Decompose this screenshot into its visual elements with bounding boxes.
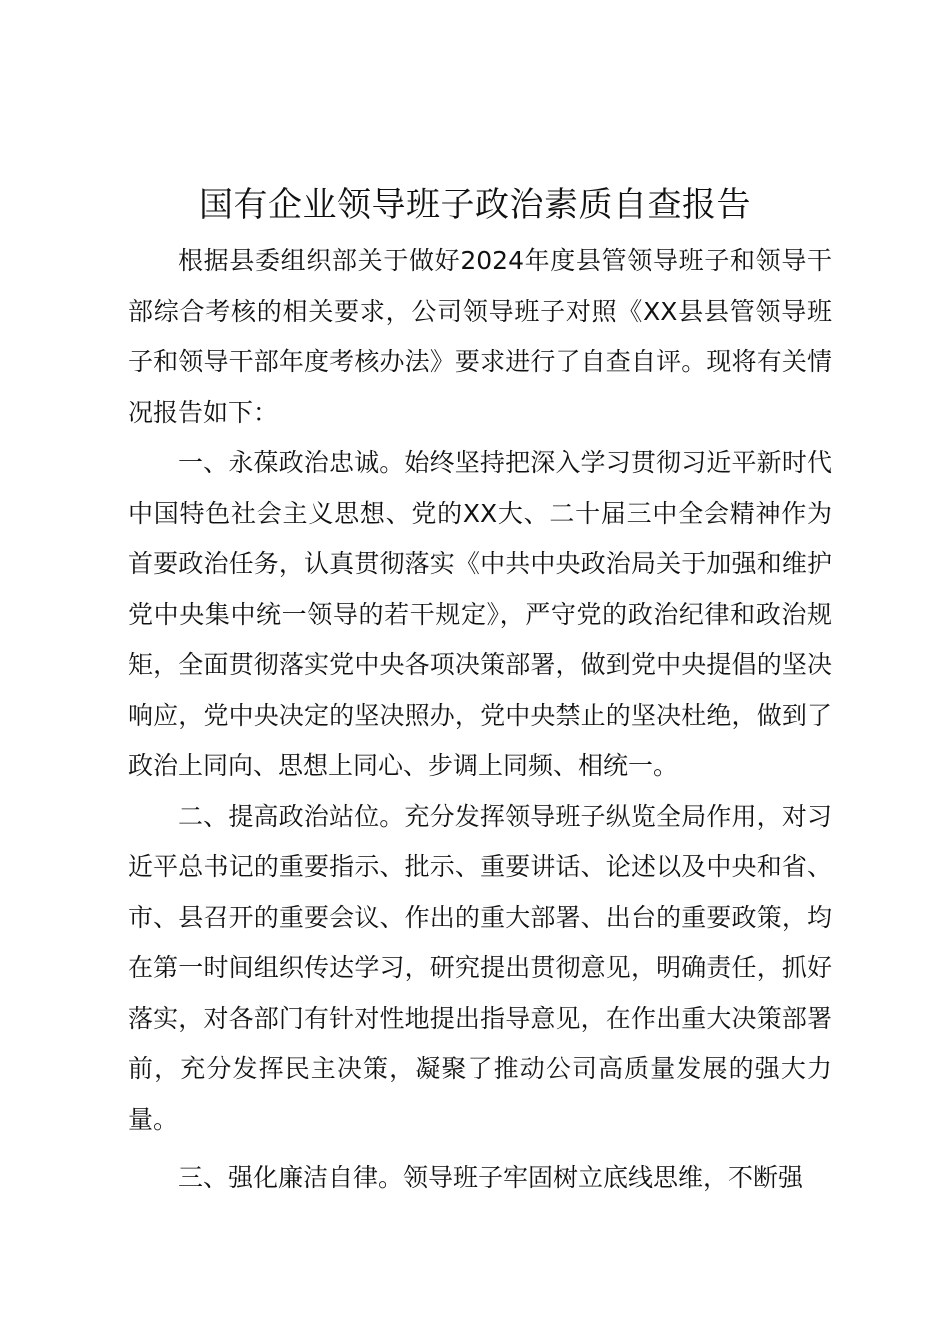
paragraph-intro: 根据县委组织部关于做好2024年度县管领导班子和领导干部综合考核的相关要求，公司领导班子对照《XX县县管领导班子和领导干部年度考核办法》要求进行了自查自评。现将有关情况报告如下： <box>128 246 832 427</box>
paragraph-section-2: 二、提高政治站位。充分发挥领导班子纵览全局作用，对习近平总书记的重要指示、批示、重要讲话、论述以及中央和省、市、县召开的重要会议、作出的重大部署、出台的重要政策，均在第一时间组织传达学习，研究提出贯彻意见，明确责任，抓好落实，对各部门有针对性地提出指导意见，在作出重大决策部署前，充分发挥民主决策，凝聚了推动公司高质量发展的强大力量。 <box>128 801 832 1134</box>
paragraph-section-3: 三、强化廉洁自律。领导班子牢固树立底线思维，不断强 <box>178 1163 804 1192</box>
document-title: 国有企业领导班子政治素质自查报告 <box>199 185 751 225</box>
document-body <box>128 236 832 1204</box>
paragraph-section-1: 一、永葆政治忠诚。始终坚持把深入学习贯彻习近平新时代中国特色社会主义思想、党的XX大、二十届三中全会精神作为首要政治任务，认真贯彻落实《中共中央政治局关于加强和维护党中央集中统一领导的若干规定》，严守党的政治纪律和政治规矩，全面贯彻落实党中央各项决策部署，做到党中央提倡的坚决响应，党中央决定的坚决照办，党中央禁止的坚决杜绝，做到了政治上同向、思想上同心、步调上同频、相统一。 <box>128 448 832 780</box>
